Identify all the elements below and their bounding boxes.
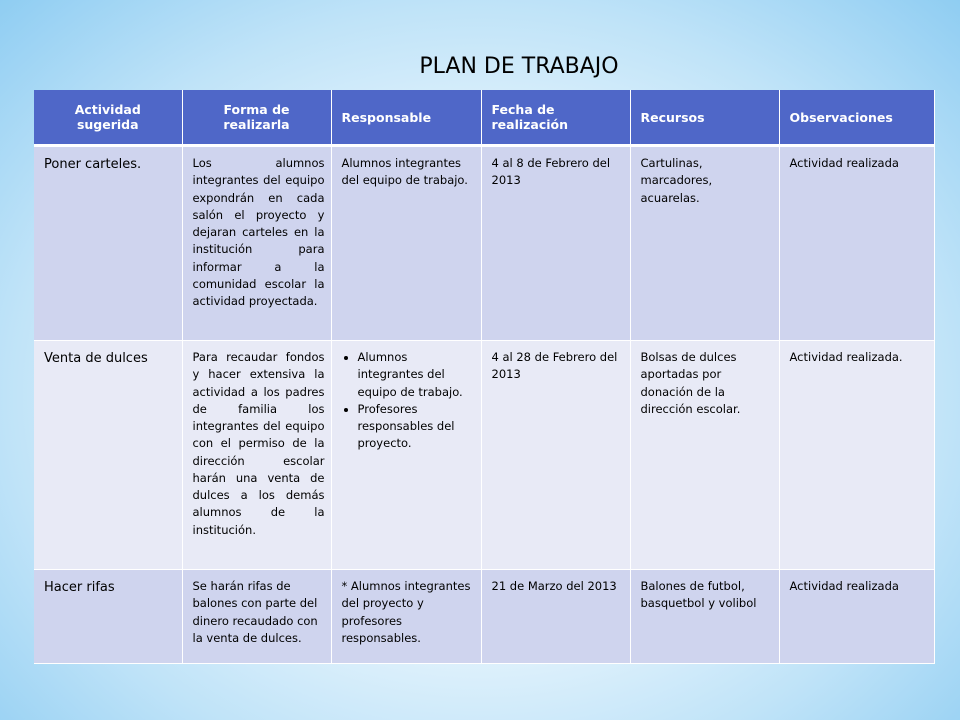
header-actividad: Actividad sugerida bbox=[34, 90, 182, 146]
list-item: • Profesores responsables del proyecto. bbox=[358, 401, 475, 453]
responsable-list bbox=[342, 349, 475, 453]
list-item: • Alumnos integrantes del equipo de trabajo. bbox=[358, 349, 475, 401]
cell-fecha: 4 al 28 de Febrero del 2013 bbox=[481, 341, 630, 570]
cell-responsable: Alumnos integrantes del equipo de trabajo. bbox=[331, 146, 481, 341]
cell-forma: Los alumnos integrantes del equipo expondrán en cada salón el proyecto y dejaran carteles en la institución para informar a la comunidad escolar la actividad proyectada. bbox=[182, 146, 331, 341]
header-recursos: Recursos bbox=[630, 90, 779, 146]
cell-observaciones: Actividad realizada bbox=[779, 570, 934, 664]
header-responsable: Responsable bbox=[331, 90, 481, 146]
cell-responsable: * Alumnos integrantes del proyecto y profesores responsables. bbox=[331, 570, 481, 664]
table-row bbox=[34, 146, 934, 341]
page-title: PLAN DE TRABAJO bbox=[419, 54, 619, 79]
cell-actividad: Hacer rifas bbox=[34, 570, 182, 664]
cell-responsable bbox=[331, 341, 481, 570]
header-forma: Forma de realizarla bbox=[182, 90, 331, 146]
table-header-row bbox=[34, 90, 934, 146]
table-row bbox=[34, 570, 934, 664]
table-row bbox=[34, 341, 934, 570]
cell-recursos: Balones de futbol, basquetbol y volibol bbox=[630, 570, 779, 664]
work-plan-table bbox=[34, 90, 935, 664]
header-observaciones: Observaciones bbox=[779, 90, 934, 146]
header-fecha: Fecha de realización bbox=[481, 90, 630, 146]
cell-forma: Para recaudar fondos y hacer extensiva la actividad a los padres de familia los integrantes del equipo con el permiso de la dirección escolar harán una venta de dulces a los demás alumnos de la institución. bbox=[182, 341, 331, 570]
cell-actividad: Poner carteles. bbox=[34, 146, 182, 341]
cell-fecha: 4 al 8 de Febrero del 2013 bbox=[481, 146, 630, 341]
cell-recursos: Bolsas de dulces aportadas por donación de la dirección escolar. bbox=[630, 341, 779, 570]
cell-actividad: Venta de dulces bbox=[34, 341, 182, 570]
cell-forma: Se harán rifas de balones con parte del dinero recaudado con la venta de dulces. bbox=[182, 570, 331, 664]
cell-observaciones: Actividad realizada bbox=[779, 146, 934, 341]
cell-fecha: 21 de Marzo del 2013 bbox=[481, 570, 630, 664]
cell-recursos: Cartulinas, marcadores, acuarelas. bbox=[630, 146, 779, 341]
cell-observaciones: Actividad realizada. bbox=[779, 341, 934, 570]
